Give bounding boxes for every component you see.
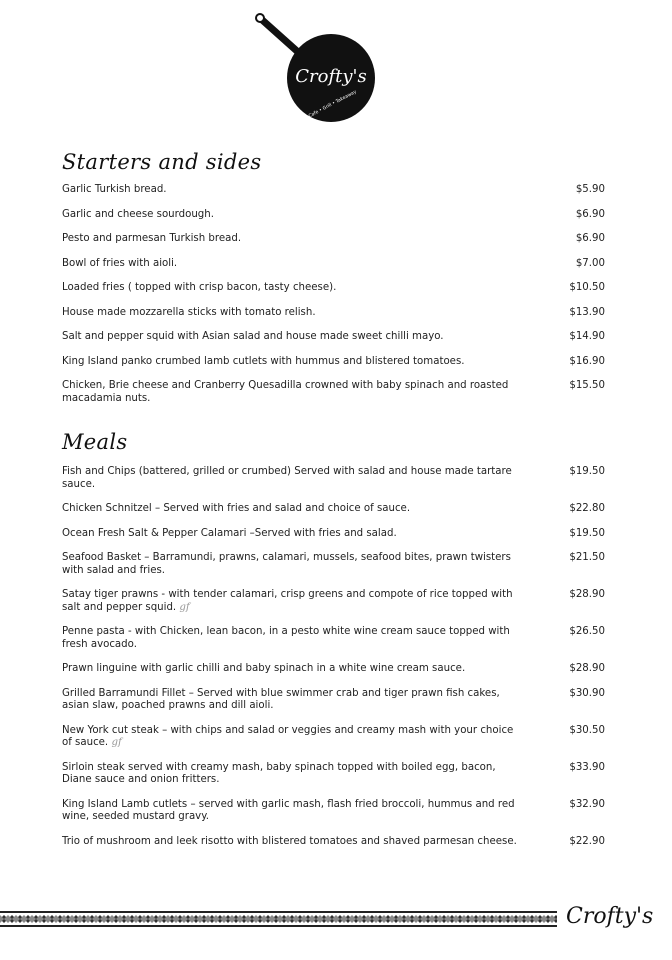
logo-brand: Crofty's [295,66,367,87]
menu-item [62,282,605,295]
gluten-free-mark: gf [111,737,122,748]
menu-item-name [62,836,522,849]
menu-item-description: Ocean Fresh Salt & Pepper Calamari –Served with fries and salad. [62,527,397,539]
menu-item-name [62,233,522,246]
menu-item-price: $16.90 [569,355,605,367]
menu-item [62,725,605,750]
footer-pattern-band [0,911,557,927]
menu-item-name [62,466,522,491]
menu-item-description: Loaded fries ( topped with crisp bacon, tasty cheese). [62,282,337,293]
menu-item-price: $15.50 [569,380,605,391]
menu-item-price: $22.90 [569,835,605,847]
menu-item-description: Chicken Schnitzel – Served with fries and salad and choice of sauce. [62,503,411,514]
menu-item [62,380,605,405]
menu-item-price: $26.50 [569,626,605,637]
menu-item-name [62,258,522,271]
menu-item [62,688,605,713]
menu-item-price: $32.90 [569,798,605,810]
meals-list [62,466,605,848]
menu-item-price: $30.90 [569,687,605,699]
menu-item-description: Chicken, Brie cheese and Cranberry Quesadilla crowned with baby spinach and roasted macadamia nuts. [62,380,509,404]
menu-item-description: Penne pasta - with Chicken, lean bacon, in a pesto white wine cream sauce topped with fresh avocado. [62,626,510,650]
menu-item-description: Salt and pepper squid with Asian salad and house made sweet chilli mayo. [62,331,444,342]
menu-item-name [62,356,522,369]
menu-item [62,663,605,676]
menu-item-name [62,184,522,197]
menu-item-price: $28.90 [569,589,605,600]
menu-item-description: New York cut steak – with chips and salad or veggies and creamy mash with your choice of sauce. [62,724,514,748]
menu-item-name [62,503,522,516]
gluten-free-mark: gf [179,601,190,613]
menu-item-price: $14.90 [569,331,605,342]
menu-item-name [62,307,522,320]
menu-item-description: King Island panko crumbed lamb cutlets with hummus and blistered tomatoes. [62,355,465,367]
menu-item-price: $21.50 [569,552,605,563]
menu-item-name [62,799,522,824]
menu-item [62,589,605,614]
menu-item-name [62,589,522,614]
menu-item-description: Prawn linguine with garlic chilli and baby spinach in a white wine cream sauce. [62,663,466,674]
menu-item-description: Pesto and parmesan Turkish bread. [62,233,242,244]
menu-item-name [62,626,522,651]
menu-item-price: $19.50 [569,527,605,539]
menu-item-name [62,762,522,787]
menu-item [62,552,605,577]
menu-item-price: $30.50 [569,724,605,736]
menu-item-name [62,528,522,541]
menu-item [62,503,605,516]
menu-item-price: $19.50 [569,466,605,477]
menu-item-price: $13.90 [569,306,605,318]
menu-item [62,466,605,491]
menu-item [62,528,605,541]
menu-item [62,356,605,369]
menu-item-price: $6.90 [575,208,605,220]
menu-item-name [62,663,522,676]
menu-item-name [62,688,522,713]
menu-item-description: Garlic Turkish bread. [62,184,167,195]
menu-item [62,799,605,824]
menu-item-price: $22.80 [569,503,605,514]
menu-item-price: $28.90 [569,663,605,674]
starters-list [62,184,605,405]
menu-item-description: Seafood Basket – Barramundi, prawns, calamari, mussels, seafood bites, prawn twisters with salad and fries. [62,552,511,576]
menu-item [62,626,605,651]
menu-item-description: King Island Lamb cutlets – served with garlic mash, flash fried broccoli, hummus and red wine, seeded mustard gravy. [62,798,515,822]
menu-item-name [62,209,522,222]
menu-item-description: Grilled Barramundi Fillet – Served with blue swimmer crab and tiger prawn fish cakes, asian slaw, poached prawns and dill aioli. [62,687,500,711]
starters-title: Starters and sides [62,150,262,174]
menu-item [62,184,605,197]
menu-item-price: $10.50 [569,282,605,293]
menu-item-name [62,725,522,750]
menu-item-name [62,380,522,405]
menu-item-description: House made mozzarella sticks with tomato relish. [62,306,316,318]
menu-item [62,258,605,271]
menu-item-description: Garlic and cheese sourdough. [62,208,214,220]
menu-item [62,307,605,320]
footer-brand: Crofty's [566,904,654,929]
menu-item-description: Bowl of fries with aioli. [62,257,178,269]
menu-item-price: $7.00 [575,257,605,269]
menu-item [62,331,605,344]
menu-item-description: Fish and Chips (battered, grilled or crumbed) Served with salad and house made tartare sauce. [62,466,512,490]
menu-item [62,209,605,222]
menu-item-price: $6.90 [575,233,605,244]
logo-tagline: Cafe • Grill • Takeaway [308,89,358,120]
menu-item [62,233,605,246]
menu-item-price: $5.90 [575,184,605,195]
croftys-logo [252,12,392,122]
menu-item [62,836,605,849]
menu-item-name [62,552,522,577]
meals-title: Meals [62,430,128,454]
menu-item-description: Sirloin steak served with creamy mash, baby spinach topped with boiled egg, bacon, Diane sauce and onion fritters. [62,761,496,785]
menu-item-price: $33.90 [569,761,605,773]
menu-item [62,762,605,787]
menu-item-name [62,331,522,344]
menu-item-description: Satay tiger prawns - with tender calamari, crisp greens and compote of rice topped with salt and pepper squid. [62,589,513,613]
menu-item-name [62,282,522,295]
menu-item-description: Trio of mushroom and leek risotto with blistered tomatoes and shaved parmesan cheese. [62,835,517,847]
